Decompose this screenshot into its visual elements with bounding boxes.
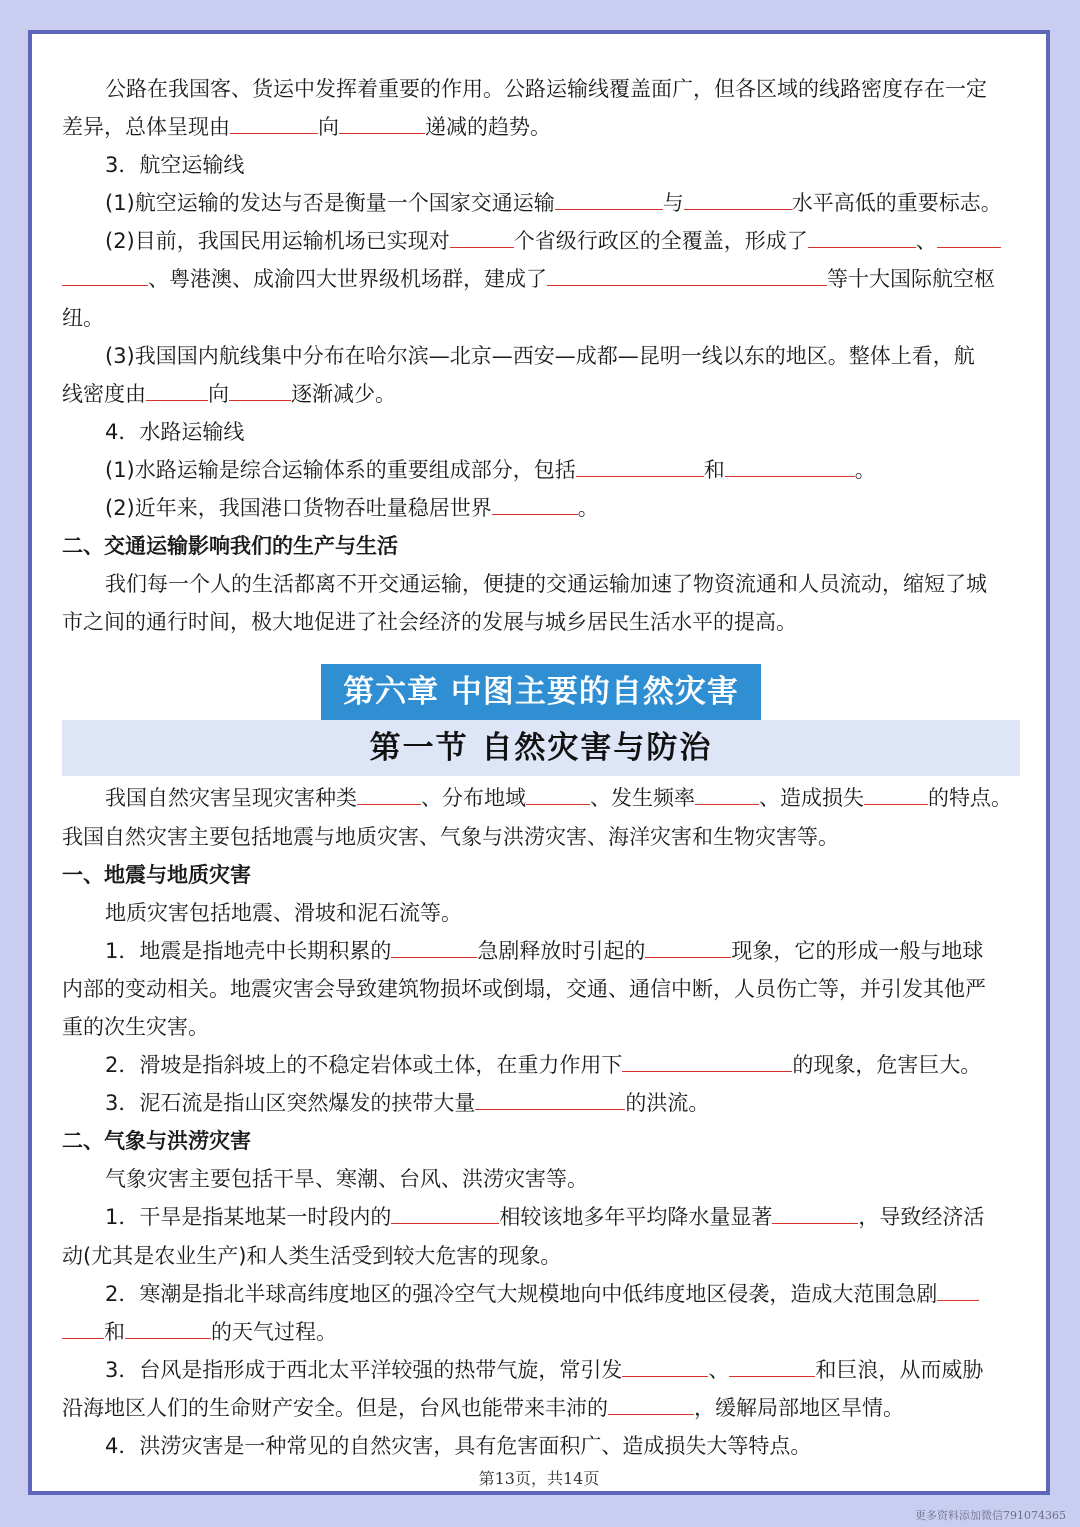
blank[interactable]: [391, 1200, 499, 1224]
text: (2)近年来，我国港口货物吞吐量稳居世界: [105, 496, 492, 521]
blank[interactable]: [62, 262, 148, 286]
text: 的洪流。: [625, 1091, 710, 1116]
blank[interactable]: [62, 1315, 104, 1339]
text: 和巨浪，从而威胁: [815, 1357, 984, 1382]
blank[interactable]: [576, 453, 704, 477]
heading-transport-impact: 二、交通运输影响我们的生产与生活: [62, 534, 398, 559]
text: 和: [703, 457, 725, 482]
text: 纽。: [62, 305, 104, 330]
heading-air-transport: 3．航空运输线: [105, 153, 245, 178]
text: ，导致经济活: [858, 1205, 985, 1230]
text: 我国自然灾害呈现灾害种类: [105, 786, 357, 811]
blank[interactable]: [808, 224, 916, 248]
blank[interactable]: [725, 453, 855, 477]
text: 1．干旱是指某地某一时段内的: [105, 1205, 392, 1230]
blank[interactable]: [622, 1048, 792, 1072]
page-number: 第13页，共14页: [478, 1469, 600, 1488]
text: 、发生频率: [590, 786, 695, 811]
text: 现象，它的形成一般与地球: [731, 938, 984, 963]
text: (1)航空运输的发达与否是衡量一个国家交通运输: [105, 191, 555, 216]
text: 市之间的通行时间，极大地促进了社会经济的发展与城乡居民生活水平的提高。: [62, 610, 797, 635]
chapter-title: 第六章 中图主要的自然灾害: [321, 664, 761, 720]
blank[interactable]: [230, 110, 318, 134]
text: 、粤港澳、成渝四大世界级机场群，建成了: [148, 267, 547, 292]
blank[interactable]: [937, 224, 1001, 248]
text: ，缓解局部地区旱情。: [694, 1395, 904, 1420]
paragraph-water-1: [62, 451, 1020, 489]
paragraph-disaster-features: [62, 779, 1020, 855]
text: 。: [577, 496, 599, 521]
section-title: 第一节 自然灾害与防治: [62, 720, 1020, 776]
text: 3．泥石流是指山区突然爆发的挟带大量: [105, 1091, 476, 1116]
blank[interactable]: [555, 186, 663, 210]
paragraph-weather-intro: 气象灾害主要包括干旱、寒潮、台风、洪涝灾害等。: [105, 1167, 588, 1192]
text: 。: [854, 457, 876, 482]
text: 递减的趋势。: [425, 115, 551, 140]
text: (3)我国国内航线集中分布在哈尔滨—北京—西安—成都—昆明一线以东的地区。整体上看，航: [105, 343, 975, 368]
text: 向: [318, 115, 339, 140]
blank[interactable]: [339, 110, 425, 134]
text: 、: [915, 229, 937, 254]
text: 急剧释放时引起的: [477, 938, 646, 963]
blank[interactable]: [645, 934, 731, 958]
page-frame: [28, 30, 1050, 1495]
blank[interactable]: [684, 186, 792, 210]
text: 向: [208, 381, 229, 406]
heading-weather-flood: 二、气象与洪涝灾害: [62, 1129, 251, 1154]
heading-earthquake: 一、地震与地质灾害: [62, 862, 251, 887]
text: 水平高低的重要标志。: [791, 191, 1002, 216]
paragraph-geology-intro: 地质灾害包括地震、滑坡和泥石流等。: [105, 900, 462, 925]
blank[interactable]: [608, 1391, 694, 1415]
text: 的天气过程。: [211, 1319, 337, 1344]
text: 公路在我国客、货运中发挥着重要的作用。公路运输线覆盖面广，但各区域的线路密度存在一定: [105, 77, 987, 101]
blank[interactable]: [125, 1315, 211, 1339]
blank[interactable]: [146, 377, 208, 401]
text: 差异，总体呈现由: [62, 115, 230, 140]
paragraph-debris-flow: [62, 1084, 1020, 1122]
blank[interactable]: [772, 1200, 858, 1224]
paragraph-air-2: [62, 222, 1020, 336]
text: 我们每一个人的生活都离不开交通运输，便捷的交通运输加速了物资流通和人员流动，缩短了城: [105, 572, 987, 597]
blank[interactable]: [622, 1353, 708, 1377]
blank[interactable]: [450, 224, 514, 248]
text: 2．滑坡是指斜坡上的不稳定岩体或土体，在重力作用下: [105, 1053, 623, 1078]
text: 内部的变动相关。地震灾害会导致建筑物损坏或倒塌，交通、通信中断，人员伤亡等，并引发其他严: [62, 976, 986, 1001]
blank[interactable]: [229, 377, 291, 401]
blank[interactable]: [475, 1086, 625, 1110]
watermark: 更多资料添加微信791074365: [915, 1509, 1066, 1522]
text: 沿海地区人们的生命财产安全。但是，台风也能带来丰沛的: [62, 1395, 608, 1420]
text: (2)目前，我国民用运输机场已实现对: [105, 229, 450, 254]
text: 、: [708, 1357, 730, 1382]
paragraph-earthquake: [62, 932, 1020, 1046]
text: 、分布地域: [421, 786, 526, 811]
text: 、造成损失: [759, 786, 864, 811]
text: 我国自然灾害主要包括地震与地质灾害、气象与洪涝灾害、海洋灾害和生物灾害等。: [62, 824, 839, 849]
paragraph-air-1: [62, 184, 1020, 222]
text: (1)水路运输是综合运输体系的重要组成部分，包括: [105, 457, 576, 482]
blank[interactable]: [729, 1353, 815, 1377]
text: 等十大国际航空枢: [827, 267, 995, 292]
text: 2．寒潮是指北半球高纬度地区的强冷空气大规模地向中低纬度地区侵袭，造成大范围急剧: [105, 1281, 938, 1306]
blank[interactable]: [864, 781, 928, 805]
text: 的特点。: [928, 786, 1012, 811]
blank[interactable]: [357, 781, 421, 805]
text: 线密度由: [62, 381, 146, 406]
text: 动(尤其是农业生产)和人类生活受到较大危害的现象。: [62, 1243, 562, 1268]
document-body: [62, 70, 1020, 1465]
blank[interactable]: [547, 262, 827, 286]
text: 个省级行政区的全覆盖，形成了: [513, 229, 808, 254]
paragraph-flood: 4．洪涝灾害是一种常见的自然灾害，具有危害面积广、造成损失大等特点。: [105, 1434, 812, 1458]
blank[interactable]: [937, 1277, 979, 1301]
blank[interactable]: [695, 781, 759, 805]
paragraph-air-3: [62, 337, 1020, 413]
text: 与: [662, 191, 684, 216]
text: 和: [104, 1319, 125, 1344]
blank[interactable]: [391, 934, 477, 958]
text: 的现象，危害巨大。: [792, 1053, 982, 1078]
paragraph-transport-impact: [62, 565, 1020, 641]
text: 重的次生灾害。: [62, 1014, 209, 1039]
text: 3．台风是指形成于西北太平洋较强的热带气旋，常引发: [105, 1357, 623, 1382]
paragraph-road-density: [62, 70, 1020, 146]
paragraph-typhoon: [62, 1351, 1020, 1427]
text: 相较该地多年平均降水量显著: [499, 1205, 773, 1230]
paragraph-water-2: [62, 489, 1020, 527]
blank[interactable]: [526, 781, 590, 805]
text: 逐渐减少。: [291, 381, 396, 406]
paragraph-drought: [62, 1198, 1020, 1274]
heading-water-transport: 4．水路运输线: [105, 419, 245, 444]
paragraph-cold-wave: [62, 1275, 1020, 1351]
text: 1．地震是指地壳中长期积累的: [105, 938, 392, 963]
blank[interactable]: [492, 491, 578, 515]
paragraph-landslide: [62, 1046, 1020, 1084]
